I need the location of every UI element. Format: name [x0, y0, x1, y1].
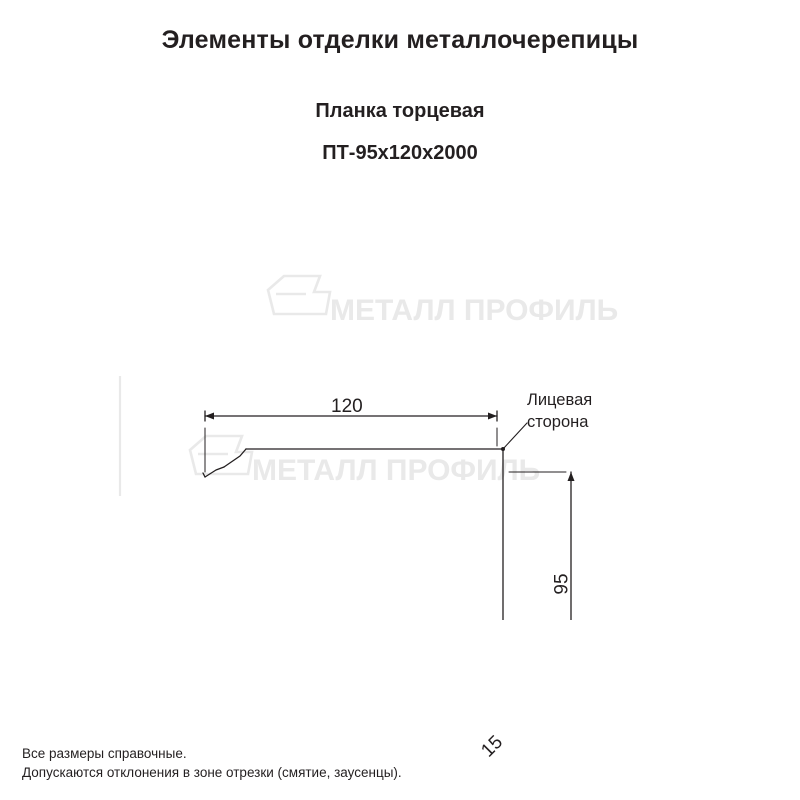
- leader-face-side: [503, 423, 527, 449]
- page-title: Элементы отделки металлочерепицы: [161, 26, 639, 54]
- leader-dot-face-side: [501, 447, 505, 451]
- product-code: ПТ-95х120х2000: [322, 142, 478, 164]
- profile-step: [224, 449, 246, 467]
- profile-hem: [205, 467, 224, 477]
- product-name: Планка торцевая: [315, 100, 485, 122]
- drawing-svg: [0, 180, 800, 620]
- footer-note-2: Допускаются отклонения в зоне отрезки (смятие, заусенцы).: [22, 765, 402, 780]
- footer-notes: [22, 744, 402, 782]
- watermark-text-2: МЕТАЛЛ ПРОФИЛЬ: [252, 454, 541, 487]
- face-side-label-line1: Лицевая: [527, 391, 593, 409]
- dimension-label-95: 95: [551, 573, 573, 595]
- face-side-label: [527, 389, 592, 433]
- footer-note-1: Все размеры справочные.: [22, 746, 187, 761]
- watermark-text-1: МЕТАЛЛ ПРОФИЛЬ: [330, 294, 619, 327]
- dimension-label-15: 15: [477, 731, 508, 762]
- dimension-label-120: 120: [331, 396, 363, 417]
- face-side-label-line2: сторона: [527, 413, 589, 431]
- dim-arrow-120-left: [205, 413, 214, 420]
- profile-edge-tip: [203, 473, 205, 477]
- dim-arrow-120-right: [488, 413, 497, 420]
- dim-arrow-95-top: [568, 472, 575, 481]
